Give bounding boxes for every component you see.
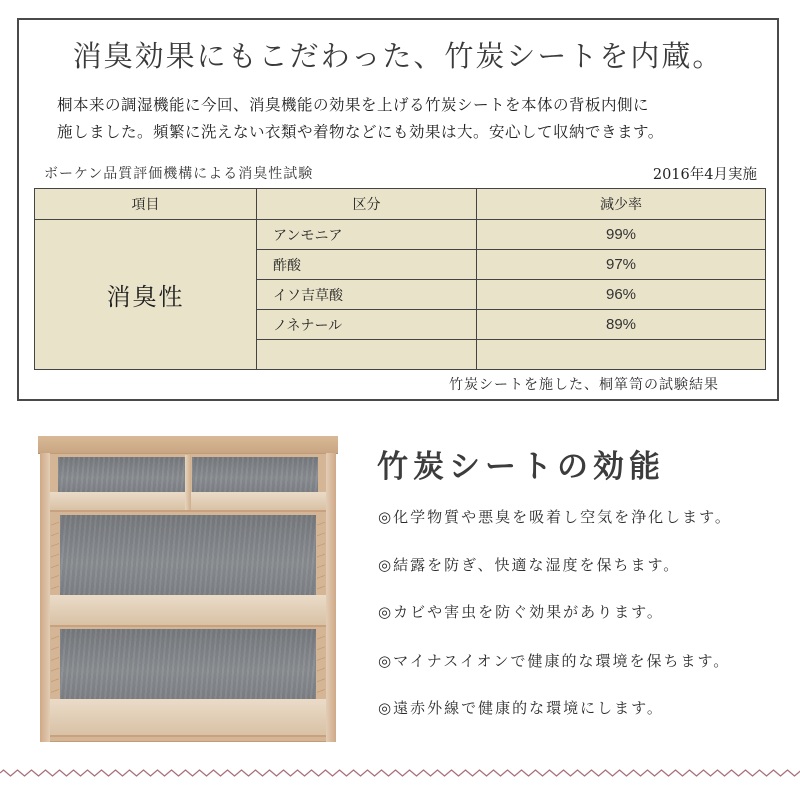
benefit-item: ◎マイナスイオンで健康的な環境を保ちます。: [378, 652, 731, 670]
rate-cell: [477, 340, 766, 370]
test-footnote: 竹炭シートを施した、桐箪笥の試験結果: [449, 377, 719, 393]
deodorant-info-panel: [17, 18, 779, 401]
column-header-reduction-rate: 減少率: [477, 189, 766, 220]
test-date: 2016年4月実施: [652, 167, 757, 183]
category-cell: アンモニア: [257, 220, 477, 250]
benefit-item: ◎結露を防ぎ、快適な湿度を保ちます。: [378, 556, 681, 574]
cabinet-right-panel: [326, 453, 336, 742]
cabinet-body: [40, 453, 336, 742]
rate-cell: 99%: [477, 220, 766, 250]
category-cell: 酢酸: [257, 250, 477, 280]
category-cell: ノネナール: [257, 310, 477, 340]
charcoal-sheet-back-panel: [192, 457, 318, 492]
right-rail: [317, 515, 325, 595]
table-header-row: [35, 189, 766, 220]
table-row: [35, 220, 766, 250]
test-title: ボーケン品質評価機構による消臭性試験: [44, 166, 314, 182]
wavy-divider-icon: [0, 764, 800, 782]
item-cell-deodorization: 消臭性: [35, 220, 257, 370]
charcoal-sheet-back-panel: [58, 457, 186, 492]
lead-paragraph: [57, 92, 757, 146]
benefit-item: ◎化学物質や悪臭を吸着し空気を浄化します。: [378, 508, 732, 526]
shelf-board: [50, 595, 326, 627]
column-header-item: 項目: [35, 189, 257, 220]
headline: 消臭効果にもこだわった、竹炭シートを内蔵。: [72, 39, 724, 73]
cabinet-left-panel: [40, 453, 50, 742]
cabinet-product-image: [38, 436, 338, 742]
benefit-item: ◎カビや害虫を防ぐ効果があります。: [378, 603, 664, 621]
lead-line-2: 施しました。頻繁に洗えない衣類や着物などにも効果は大。安心して収納できます。: [57, 123, 664, 141]
cabinet-top-board: [38, 436, 338, 454]
rate-cell: 97%: [477, 250, 766, 280]
category-cell: イソ吉草酸: [257, 280, 477, 310]
benefit-item: ◎遠赤外線で健康的な環境にします。: [378, 699, 664, 717]
category-cell: [257, 340, 477, 370]
cubby-divider: [185, 455, 191, 510]
column-header-category: 区分: [257, 189, 477, 220]
rate-cell: 96%: [477, 280, 766, 310]
left-rail: [51, 515, 59, 595]
charcoal-sheet-back-panel: [60, 629, 316, 699]
lead-line-1: 桐本来の調湿機能に今回、消臭機能の効果を上げる竹炭シートを本体の背板内側に: [57, 96, 650, 114]
charcoal-sheet-back-panel: [60, 515, 316, 595]
bottom-board: [50, 699, 326, 737]
benefits-title: 竹炭シートの効能: [377, 449, 665, 485]
deodorant-test-table: [34, 188, 766, 370]
rate-cell: 89%: [477, 310, 766, 340]
